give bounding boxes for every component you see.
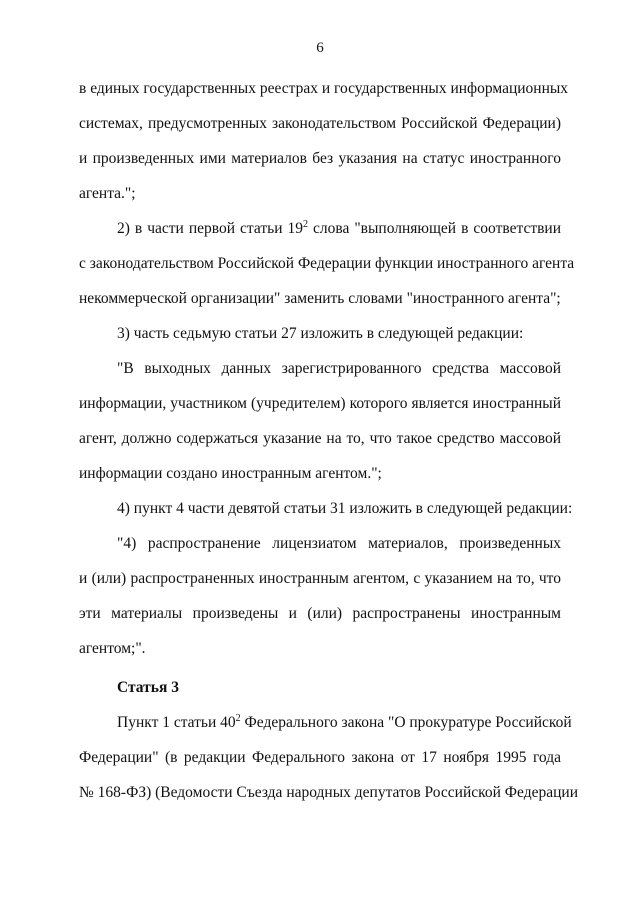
- text-line: Федерации" (в редакции Федерального закона от 17 ноября 1995 года: [79, 749, 561, 766]
- text-line: некоммерческой организации" заменить словами "иностранного агента";: [79, 290, 561, 307]
- page-number: 6: [316, 40, 324, 56]
- text-line: № 168-ФЗ) (Ведомости Съезда народных депутатов Российской Федерации: [79, 784, 578, 801]
- text-line: с законодательством Российской Федерации функции иностранного агента: [79, 255, 575, 272]
- text-line: в единых государственных реестрах и государственных информационных: [79, 80, 569, 97]
- text-line: информации, участником (учредителем) которого является иностранный: [79, 395, 561, 412]
- superscript: 2: [235, 712, 241, 724]
- text-line: эти материалы произведены и (или) распространены иностранным: [79, 605, 561, 622]
- text-line: системах, предусмотренных законодательством Российской Федерации): [79, 115, 561, 132]
- text-line: агента.";: [79, 185, 136, 202]
- text-line: [79, 705, 572, 740]
- superscript: 2: [303, 218, 308, 230]
- text-line: "4) распространение лицензиатом материалов, произведенных: [117, 535, 561, 552]
- section-heading: Статья 3: [117, 679, 179, 696]
- text-line: и произведенных ими материалов без указания на статус иностранного: [79, 150, 561, 167]
- text-line: агент, должно содержаться указание на то, что такое средство массовой: [79, 430, 561, 447]
- text-line: информации создано иностранным агентом.";: [79, 465, 382, 482]
- text-fragment: Пункт 1 статьи 40: [117, 714, 236, 731]
- text-fragment: слова "выполняющей в соответствии: [308, 220, 562, 237]
- text-fragment: 2) в части первой статьи 19: [117, 220, 303, 237]
- text-line: 4) пункт 4 части девятой статьи 31 изложить в следующей редакции:: [117, 500, 573, 517]
- text-fragment: Федерального закона "О прокуратуре Российской: [240, 714, 572, 731]
- text-line: и (или) распространенных иностранным агентом, с указанием на то, что: [79, 570, 561, 587]
- text-line: агентом;".: [79, 640, 146, 657]
- text-line: 3) часть седьмую статьи 27 изложить в следующей редакции:: [117, 325, 524, 342]
- text-line: "В выходных данных зарегистрированного средства массовой: [117, 360, 561, 377]
- text-line: [79, 211, 561, 246]
- document-body: [79, 71, 578, 810]
